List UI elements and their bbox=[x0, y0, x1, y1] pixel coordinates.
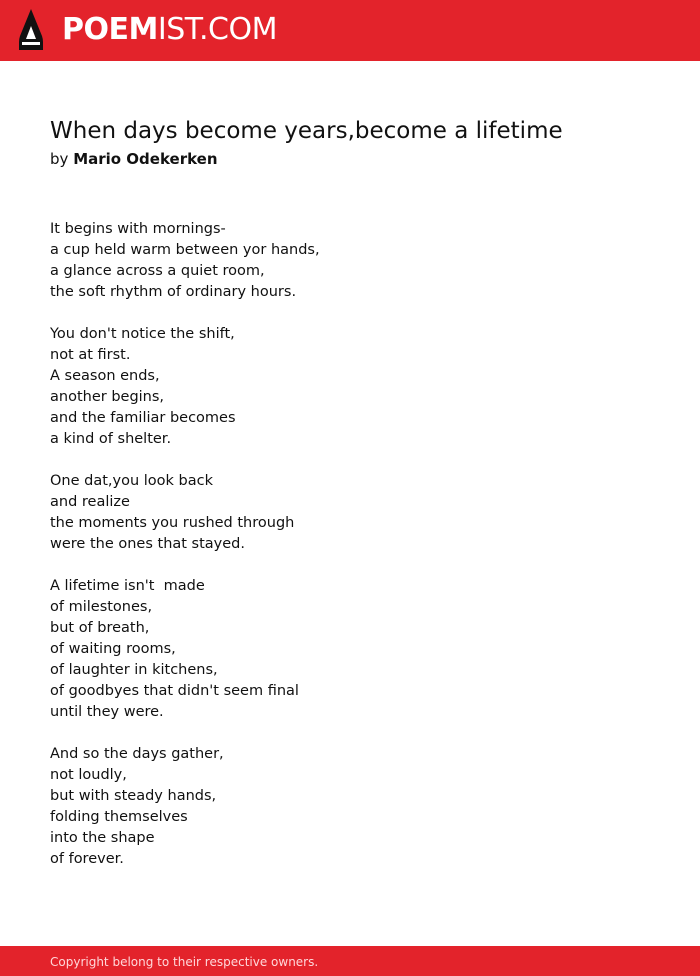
poem-line: of laughter in kitchens, bbox=[50, 662, 218, 678]
stanza bbox=[50, 744, 650, 870]
byline-prefix: by bbox=[50, 150, 69, 168]
poem-line: not loudly, bbox=[50, 767, 127, 783]
poem-line: and realize bbox=[50, 494, 130, 510]
poem-line: the moments you rushed through bbox=[50, 515, 295, 531]
poem-line: A lifetime isn't made bbox=[50, 578, 205, 594]
poem-author: Mario Odekerken bbox=[73, 150, 218, 168]
stanza bbox=[50, 576, 650, 723]
poem-byline bbox=[50, 149, 218, 169]
poem-line: another begins, bbox=[50, 389, 165, 405]
poem-line: You don't notice the shift, bbox=[50, 326, 235, 342]
poem-line: of forever. bbox=[50, 851, 124, 867]
poem-line: not at first. bbox=[50, 347, 131, 363]
poem-line: of waiting rooms, bbox=[50, 641, 176, 657]
site-header bbox=[0, 0, 700, 61]
site-footer bbox=[0, 946, 700, 976]
site-logo[interactable] bbox=[62, 12, 277, 48]
stanza bbox=[50, 471, 650, 555]
poem-line: until they were. bbox=[50, 704, 164, 720]
poem-line: One dat,you look back bbox=[50, 473, 214, 489]
poem-line: but with steady hands, bbox=[50, 788, 217, 804]
poem-line: were the ones that stayed. bbox=[50, 536, 245, 552]
stanza bbox=[50, 324, 650, 450]
poem-line: folding themselves bbox=[50, 809, 188, 825]
poem-line: but of breath, bbox=[50, 620, 150, 636]
poem-line: into the shape bbox=[50, 830, 155, 846]
poem-line: a glance across a quiet room, bbox=[50, 263, 265, 279]
poem-line: a cup held warm between yor hands, bbox=[50, 242, 320, 258]
poem-title: When days become years,become a lifetime bbox=[50, 118, 563, 144]
poem-line: And so the days gather, bbox=[50, 746, 224, 762]
stanza bbox=[50, 219, 650, 303]
poem-body bbox=[50, 219, 650, 891]
poem-line: of goodbyes that didn't seem final bbox=[50, 683, 299, 699]
poem-line: It begins with mornings- bbox=[50, 221, 226, 237]
logo-brand-bold: POEM bbox=[62, 12, 158, 47]
poem-line: of milestones, bbox=[50, 599, 153, 615]
logo-brand-light: IST.COM bbox=[157, 12, 277, 47]
poem-line: and the familiar becomes bbox=[50, 410, 236, 426]
poem-line: the soft rhythm of ordinary hours. bbox=[50, 284, 297, 300]
poem-line: A season ends, bbox=[50, 368, 160, 384]
poem-line: a kind of shelter. bbox=[50, 431, 172, 447]
pencil-tip-icon[interactable] bbox=[18, 9, 44, 51]
copyright-notice: Copyright belong to their respective owners. bbox=[50, 955, 319, 969]
